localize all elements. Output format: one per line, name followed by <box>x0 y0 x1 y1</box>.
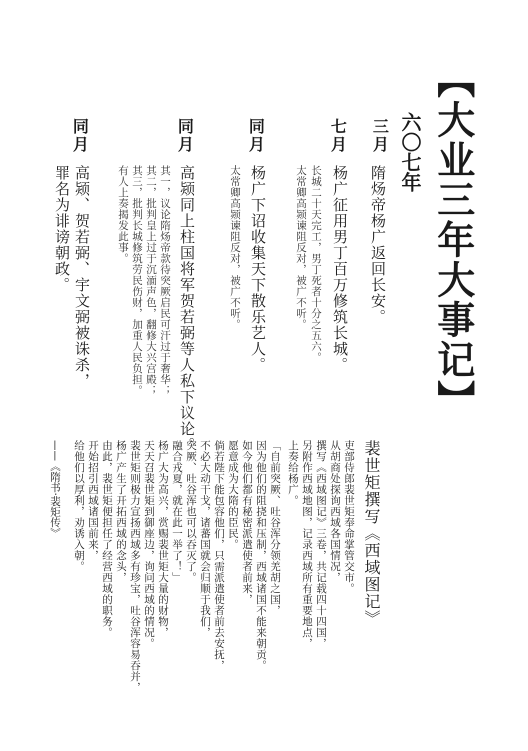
sidebar-paragraph: 上奏给杨广。 <box>287 440 299 506</box>
entry-headline: 罪名为诽谤朝政。 <box>53 165 71 293</box>
sidebar-paragraph: 不必大动干戈，诸蕃国就会归顺于我们， <box>199 440 211 638</box>
sidebar-paragraph: 倘若陛下能包容他们，只需派遣使者前去安抚， <box>213 440 225 671</box>
entry-month: 同月 <box>246 118 266 154</box>
entry-headline: 高颎同上柱国将军贺若弼等人私下议论。 <box>178 165 196 453</box>
sidebar-paragraph: 吏部侍郎裴世矩奉命掌管交市。 <box>343 440 355 594</box>
page-title: 【大业三年大事记】 <box>430 60 475 420</box>
entry-headline: 隋炀帝杨广返回长安。 <box>369 165 387 325</box>
sidebar-paragraph: 因为他们的阻挠和压制，西域诸国不能来朝贡。 <box>255 440 267 671</box>
sidebar-title: 裴世矩撰写《西域图记》 <box>362 440 381 627</box>
sidebar-paragraph: 「自前突厥、吐谷浑分领羌胡之国， <box>269 440 281 616</box>
sidebar-paragraph: 融合戎夏，就在此一举了！」 <box>171 440 183 583</box>
entry-headline: 杨广征用男丁百万修筑长城。 <box>331 165 349 373</box>
sidebar-source: ——《隋书·裴矩传》 <box>49 440 61 538</box>
entry-note: 其二，批判皇上过于沉湎声色，翻修大兴宫殿； <box>145 165 157 396</box>
entry-note: 有人上奏揭发此事。 <box>117 165 129 264</box>
sidebar-paragraph: 天天召裴世矩到御座边，询问西域的情况。 <box>143 440 155 649</box>
entry-headline: 高颎、贺若弼、宇文弼被诛杀， <box>73 165 91 389</box>
entry-note: 太常卿高颎谏阻反对，被广不听。 <box>229 165 241 330</box>
entry-note: 其三，批判长城修筑劳民伤财，加重人民负担。 <box>131 165 143 396</box>
sidebar-paragraph: 突厥、吐谷浑也可以吞灭了。 <box>185 440 197 583</box>
entry-note: 长城二十天完工，男丁死者十分之五六。 <box>310 165 322 363</box>
sidebar-paragraph: 给他们以厚利，劝诱入朝。 <box>73 440 85 572</box>
entry-month: 三月 <box>370 118 390 154</box>
entry-note: 太常卿高颎谏阻反对，被广不听。 <box>295 165 307 330</box>
sidebar-paragraph: 撰写《西域图记》三卷，共记载四十四国， <box>315 440 327 649</box>
entry-month: 同月 <box>175 118 195 154</box>
sidebar-paragraph: 愿意成为大隋的臣民。 <box>227 440 239 550</box>
sidebar-paragraph: 裴世矩则极力宣扬西域多有珍宝，吐谷浑容易吞并， <box>129 440 141 693</box>
sidebar-paragraph: 杨广大为高兴，赏赐裴世矩大量的财物， <box>157 440 169 638</box>
entry-note: 其一，议论隋炀帝款待突厥启民可汗过于奢华； <box>159 165 171 396</box>
sidebar-paragraph: 从胡商处探询西域各国情况， <box>329 440 341 583</box>
year-label: 六〇七年 <box>398 112 422 192</box>
sidebar-paragraph: 如今他们都有秘密派遣使者前来， <box>241 440 253 605</box>
entry-month: 同月 <box>70 118 90 154</box>
sidebar-paragraph: 开始招引西域诸国前来， <box>87 440 99 561</box>
sidebar-paragraph: 另附作西域地图，记录西域所有重要地点， <box>301 440 313 649</box>
entry-headline: 杨广下诏收集天下散乐艺人。 <box>249 165 267 373</box>
sidebar-paragraph: 由此，裴世矩便担任了经营西域的职务。 <box>101 440 113 638</box>
entry-month: 七月 <box>328 118 348 154</box>
sidebar-paragraph: 杨广产生了开拓西域的念头， <box>115 440 127 583</box>
